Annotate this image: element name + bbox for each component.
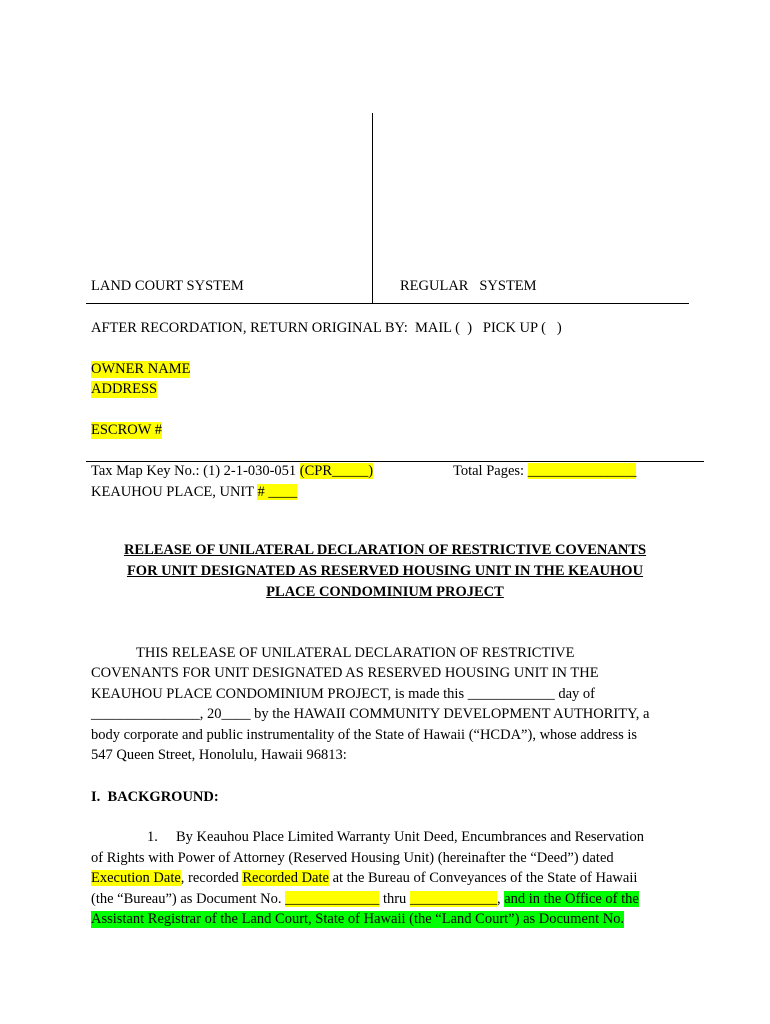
document-title-line-1: RELEASE OF UNILATERAL DECLARATION OF RESTRICTIVE COVENANTS xyxy=(123,542,647,558)
bureau-text: at the Bureau of Conveyances of the State of Hawaii xyxy=(328,870,638,886)
thru-text: thru xyxy=(379,891,410,907)
land-court-clause-start: and in the Office of the xyxy=(504,891,639,907)
unit-line xyxy=(91,484,297,501)
land-court-clause: Assistant Registrar of the Land Court, State of Hawaii (the “Land Court”) as Document No. xyxy=(91,911,625,927)
intro-line-2: COVENANTS FOR UNIT DESIGNATED AS RESERVED HOUSING UNIT IN THE xyxy=(91,665,599,681)
owner-name-field: OWNER NAME xyxy=(91,361,191,377)
document-number-end-field: ____________ xyxy=(409,891,497,907)
unit-blank: ____ xyxy=(264,484,298,500)
header-divider-horizontal xyxy=(86,303,689,304)
total-pages-line xyxy=(453,463,636,480)
intro-line-5: body corporate and public instrumentality of the State of Hawaii (“HCDA”), whose address is xyxy=(91,727,638,743)
document-number-label: (the “Bureau”) as Document No. xyxy=(91,891,286,907)
tmk-divider xyxy=(86,461,704,462)
paragraph-1-line-1: 1. By Keauhou Place Limited Warranty Unit Deed, Encumbrances and Reservation xyxy=(147,829,645,845)
background-heading: I. BACKGROUND: xyxy=(91,789,219,805)
intro-line-1: THIS RELEASE OF UNILATERAL DECLARATION OF RESTRICTIVE xyxy=(136,645,575,661)
tax-map-key-line xyxy=(91,463,373,480)
execution-date-field: Execution Date xyxy=(91,870,181,886)
comma-text: , xyxy=(496,891,505,907)
unit-number-field xyxy=(257,484,297,500)
return-instructions: AFTER RECORDATION, RETURN ORIGINAL BY: MAIL ( ) PICK UP ( ) xyxy=(91,320,562,336)
escrow-number-field: ESCROW # xyxy=(91,422,163,438)
document-title-line-3: PLACE CONDOMINIUM PROJECT xyxy=(266,584,504,600)
paragraph-1-line-3 xyxy=(91,870,637,887)
total-pages-field: _______________ xyxy=(527,463,637,479)
paragraph-1-line-4 xyxy=(91,891,639,908)
recorded-text: , recorded xyxy=(180,870,243,886)
land-court-system-label: LAND COURT SYSTEM xyxy=(91,278,244,294)
unit-label: KEAUHOU PLACE, UNIT xyxy=(91,484,258,500)
regular-system-label: REGULAR SYSTEM xyxy=(400,278,537,294)
recorded-date-field: Recorded Date xyxy=(242,870,329,886)
intro-line-4: _______________, 20____ by the HAWAII COMMUNITY DEVELOPMENT AUTHORITY, a xyxy=(91,706,650,722)
intro-line-6: 547 Queen Street, Honolulu, Hawaii 96813: xyxy=(91,747,347,763)
unit-hash: # xyxy=(257,484,265,500)
header-divider-vertical xyxy=(372,113,373,304)
paragraph-1-line-2: of Rights with Power of Attorney (Reserved Housing Unit) (hereinafter the “Deed”) dated xyxy=(91,850,614,866)
intro-line-3: KEAUHOU PLACE CONDOMINIUM PROJECT, is made this ____________ day of xyxy=(91,686,595,702)
document-title-line-2: FOR UNIT DESIGNATED AS RESERVED HOUSING UNIT IN THE KEAUHOU xyxy=(126,563,644,579)
cpr-field: (CPR_____) xyxy=(299,463,374,479)
document-number-start-field: _____________ xyxy=(285,891,380,907)
owner-address-field: ADDRESS xyxy=(91,381,158,397)
tax-map-key-label: Tax Map Key No.: (1) 2-1-030-051 xyxy=(91,463,300,479)
total-pages-label: Total Pages: xyxy=(453,463,528,479)
